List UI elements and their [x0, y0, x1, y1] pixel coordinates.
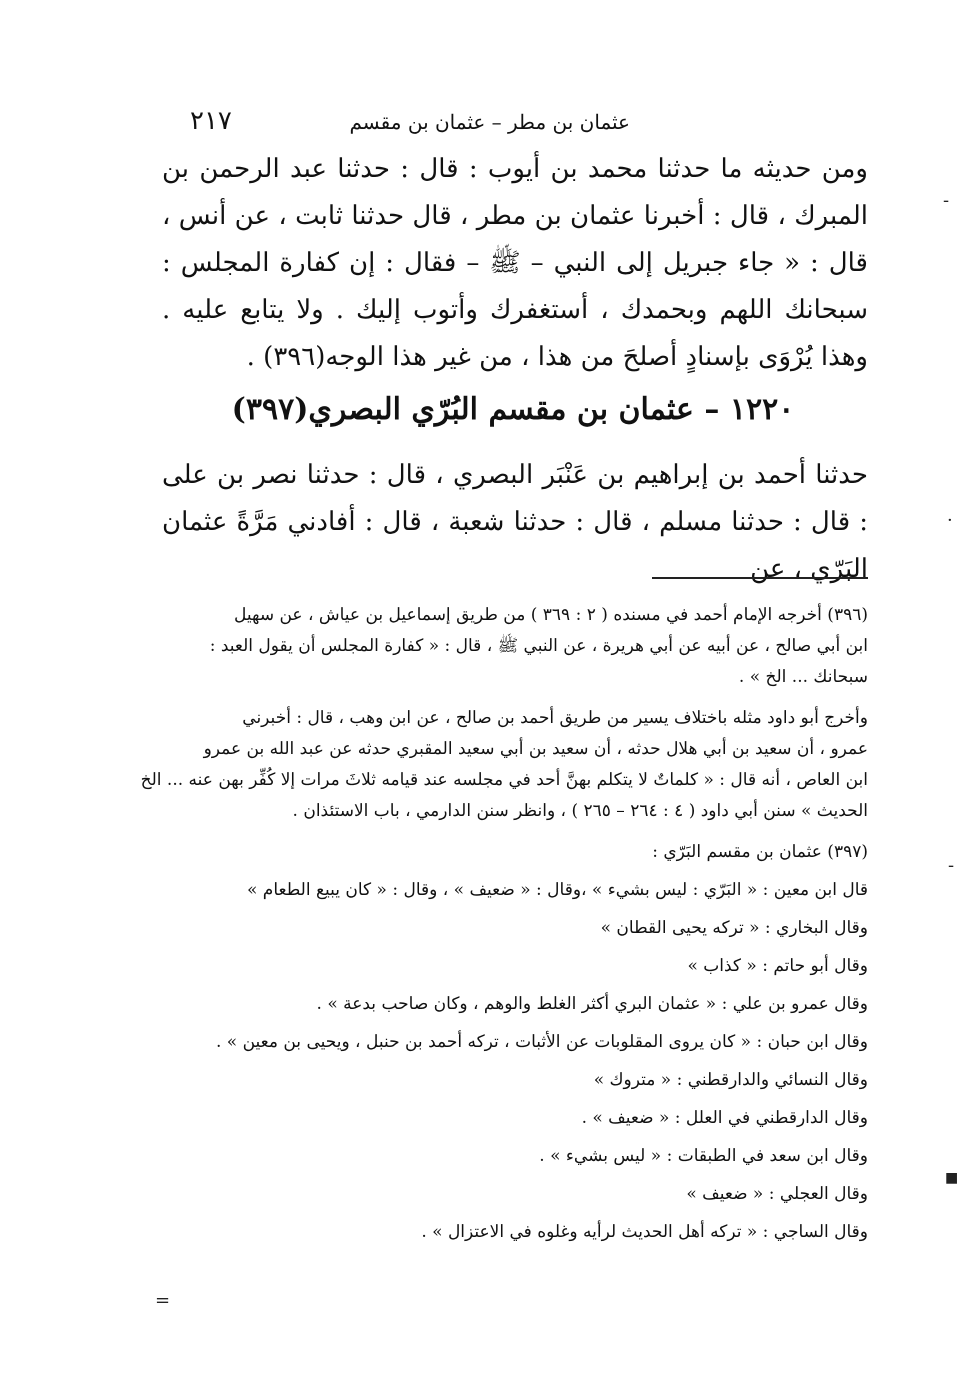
main-paragraph-2: حدثنا أحمد بن إبراهيم بن عَنْبَر البصري ، قال : حدثنا نصر بن على : قال : حدثنا مسلم ، قال : حدثنا شعبة ، قال : أفادني مَرَّةً عثمان البَرّي ، عن [162, 460, 868, 584]
footnote-item: وقال عمرو بن علي : « عثمان البري أكثر الغلط والوهم ، وكان صاحب بدعة » . [316, 994, 868, 1014]
margin-mark: = [155, 1290, 171, 1311]
footnote-line: الحديث » سنن أبي داود ( ٤ : ٢٦٤ – ٢٦٥ ) ، وانظر سنن الدارمي ، باب الاستئذان . [292, 801, 868, 821]
margin-mark: - [943, 190, 950, 211]
footnote-item: وقال النسائي والدارقطني : « متروك » [593, 1070, 868, 1090]
footnote-item: وقال ابن سعد في الطبقات : « ليس بشيء » . [539, 1146, 868, 1166]
footnote-line: ابن أبي صالح ، عن أبيه عن أبي هريرة ، عن النبي ﷺ ، قال : « كفارة المجلس أن يقول العبد : [209, 636, 868, 656]
footnote-397-heading: (٣٩٧) عثمان بن مقسم البَرّي : [652, 842, 868, 862]
footnote-396 [160, 600, 868, 693]
footnote-line: وأخرج أبو داود مثله باختلاف يسير من طريق أحمد بن صالح ، عن ابن وهب ، قال : أخبرني [242, 708, 868, 728]
footnote-line: ابن العاص ، أنه قال : « كلماتٌ لا يتكلم بهنَّ أحد في مجلسه عند قيامه ثلاثَ مرات إلا كُفِّر بهن عنه ... الخ [140, 770, 868, 790]
footnote-item: وقال البخاري : « تركه يحيى القطان » [600, 918, 868, 938]
entry-heading: ١٢٢٠ – عثمان بن مقسم البُرّي البصري(٣٩٧) [231, 392, 795, 427]
footnote-item: قال ابن معين : « البَرّي : ليس بشيء » ،وقال : « ضعيف » ، وقال : « كان يبيع الطعام » [246, 880, 868, 900]
footnote-line: سبحانك ... الخ » . [738, 667, 868, 687]
main-paragraph-1: ومن حديثه ما حدثنا محمد بن أيوب : قال : حدثنا عبد الرحمن بن المبرك ، قال : أخبرنا عثمان بن مطر ، قال حدثنا ثابت ، عن أنس ، قال : « جاء جبريل إلى النبي – ﷺ – فقال : إن كفارة المجلس : سبحانك اللهم وبحمدك ، أستغفرك وأتوب إليك . ولا يتابع عليه . وهذا يُرْوَى بإسنادٍ أصلحَ من هذا ، من غير هذا الوجه(٣٩٦) . [162, 154, 868, 372]
footnote-line: (٣٩٦) أخرجه الإمام أحمد في مسنده ( ٢ : ٣٦٩ ) من طريق إسماعيل بن عياش ، عن سهيل [233, 605, 868, 625]
footnote-item: وقال العجلي : « ضعيف » [686, 1184, 868, 1204]
margin-mark: - [948, 855, 955, 876]
footnote-line: عمرو ، أن سعيد بن أبي هلال حدثه ، أن سعيد بن أبي سعيد المقبري حدثه عن عبد الله بن عمرو [203, 739, 868, 759]
footnote-item: وقال الساجي : « تركه أهل الحديث لرأيه وغلوه في الاعتزال » . [421, 1222, 868, 1242]
footnote-item: وقال ابن حبان : « كان يروى المقلوبات عن الأثبات ، تركه أحمد بن حنبل ، ويحيى بن معين » . [215, 1032, 868, 1052]
margin-mark: · [947, 510, 953, 531]
page-number: ٢١٧ [190, 106, 232, 136]
footnote-item: وقال أبو حاتم : « كذاب » [687, 956, 868, 976]
footnote-separator [652, 577, 868, 579]
margin-mark: ■ [945, 1170, 958, 1186]
running-head: عثمان بن مطر – عثمان بن مقسم [349, 110, 630, 134]
footnote-397 [160, 837, 868, 1248]
footnote-item: وقال الدارقطني في العلل : « ضعيف » . [581, 1108, 868, 1128]
page-header [160, 106, 810, 144]
footnote-396-continued [140, 703, 868, 827]
footnotes-section [140, 600, 868, 1258]
